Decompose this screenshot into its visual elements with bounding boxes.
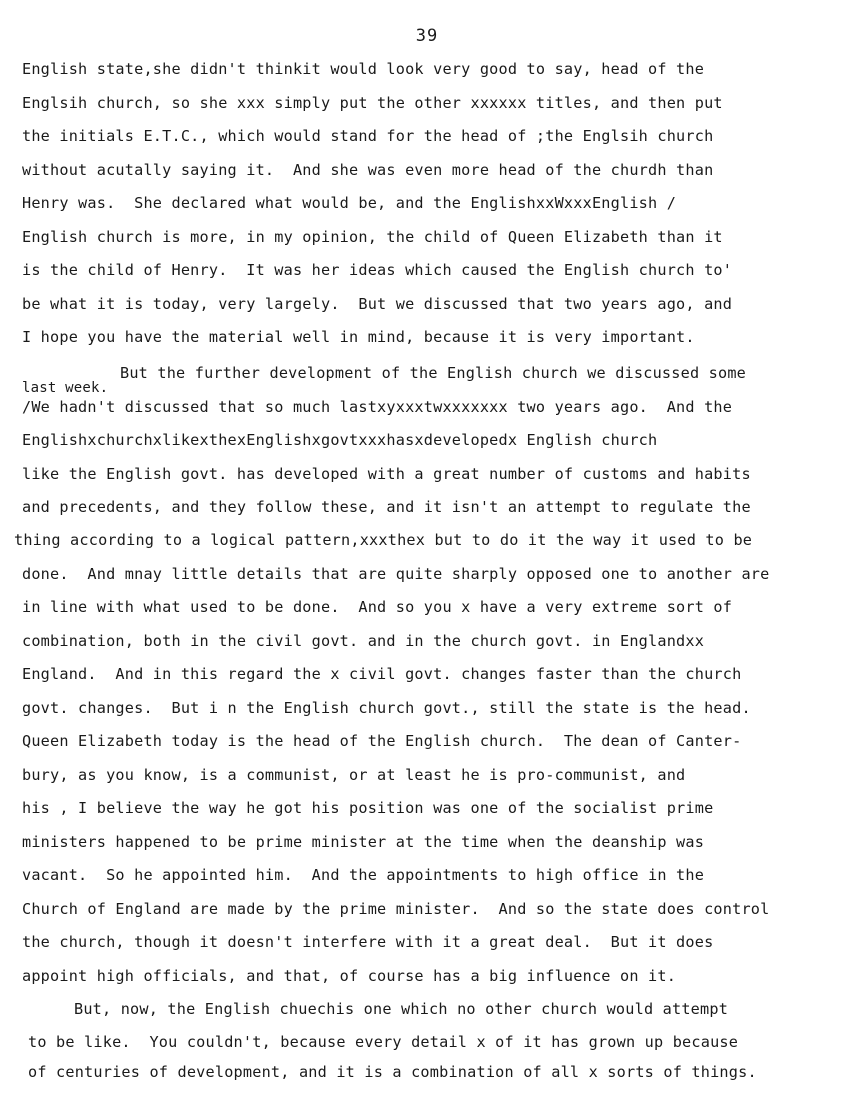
- text-line: appoint high officials, and that, of course has a big influence on it.: [22, 967, 677, 985]
- text-line: Englsih church, so she xxx simply put the other xxxxxx titles, and then put: [22, 94, 723, 112]
- text-line: the church, though it doesn't interfere with it a great deal. But it does: [22, 933, 714, 951]
- text-line: bury, as you know, is a communist, or at least he is pro-communist, and: [22, 766, 686, 784]
- text-line: thing according to a logical pattern,xxxthex but to do it the way it used to be: [14, 531, 753, 549]
- text-line: Church of England are made by the prime minister. And so the state does control: [22, 900, 770, 918]
- text-line: last week.: [22, 380, 109, 396]
- text-line: his , I believe the way he got his position was one of the socialist prime: [22, 799, 714, 817]
- text-line: be what it is today, very largely. But we discussed that two years ago, and: [22, 295, 733, 313]
- text-line: English state,she didn't thinkit would look very good to say, head of the: [22, 60, 705, 78]
- text-line: in line with what used to be done. And so you x have a very extreme sort of: [22, 598, 733, 616]
- text-line: done. And mnay little details that are quite sharply opposed one to another are: [22, 565, 770, 583]
- text-line: ministers happened to be prime minister at the time when the deanship was: [22, 833, 705, 851]
- text-line: England. And in this regard the x civil govt. changes faster than the church: [22, 665, 742, 683]
- text-line: EnglishxchurchxlikexthexEnglishxgovtxxxhasxdevelopedx English church: [22, 431, 658, 449]
- text-line: But, now, the English chuechis one which no other church would attempt: [74, 1000, 729, 1018]
- text-line: I hope you have the material well in mind, because it is very important.: [22, 328, 695, 346]
- text-line: /We hadn't discussed that so much lastxyxxxtwxxxxxxx two years ago. And the: [22, 398, 733, 416]
- text-line: govt. changes. But i n the English church govt., still the state is the head.: [22, 699, 751, 717]
- text-line: without acutally saying it. And she was even more head of the churdh than: [22, 161, 714, 179]
- text-line: English church is more, in my opinion, the child of Queen Elizabeth than it: [22, 228, 723, 246]
- page-number: 39: [415, 26, 439, 46]
- text-line: Queen Elizabeth today is the head of the English church. The dean of Canter-: [22, 732, 742, 750]
- text-line: vacant. So he appointed him. And the appointments to high office in the: [22, 866, 705, 884]
- text-line: But the further development of the English church we discussed some: [120, 364, 747, 382]
- text-line: like the English govt. has developed with a great number of customs and habits: [22, 465, 751, 483]
- text-line: the initials E.T.C., which would stand for the head of ;the Englsih church: [22, 127, 714, 145]
- text-line: combination, both in the civil govt. and in the church govt. in Englandxx: [22, 632, 705, 650]
- text-line: Henry was. She declared what would be, and the EnglishxxWxxxEnglish /: [22, 194, 677, 212]
- text-line: of centuries of development, and it is a combination of all x sorts of things.: [28, 1063, 757, 1081]
- text-line: to be like. You couldn't, because every detail x of it has grown up because: [28, 1033, 739, 1051]
- text-line: is the child of Henry. It was her ideas which caused the English church to': [22, 261, 733, 279]
- text-line: and precedents, and they follow these, and it isn't an attempt to regulate the: [22, 498, 751, 516]
